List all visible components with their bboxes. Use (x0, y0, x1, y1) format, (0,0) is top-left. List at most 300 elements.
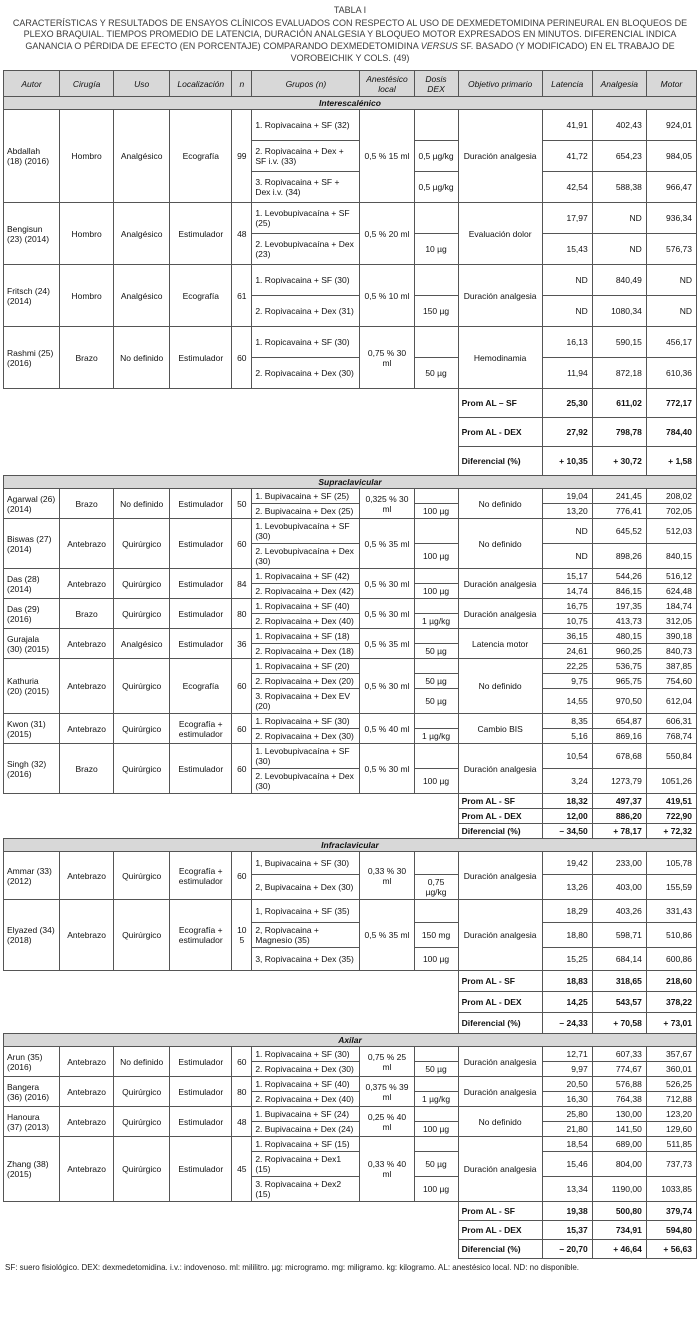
summary-label: Prom AL - SF (458, 1202, 542, 1221)
section-title: Interescalénico (4, 97, 697, 110)
summary-row (4, 1202, 697, 1221)
dose-cell (414, 599, 458, 614)
surgery-cell: Antebrazo (60, 900, 114, 971)
author-cell: Biswas (27) (2014) (4, 519, 60, 569)
dose-cell: 100 µg (414, 1122, 458, 1137)
summary-motor-cell: + 72,32 (646, 824, 696, 839)
objective-cell: Duración analgesia (458, 265, 542, 327)
motor-cell: 924,01 (646, 110, 696, 141)
surgery-cell: Antebrazo (60, 1107, 114, 1137)
n-cell: 80 (232, 1077, 252, 1107)
summary-motor-cell: 218,60 (646, 971, 696, 992)
group-cell: 2. Ropivacaina + Dex (20) (252, 674, 360, 689)
section-header-row (4, 839, 697, 852)
anesthetic-cell: 0,5 % 30 ml (360, 599, 414, 629)
motor-cell: 208,02 (646, 489, 696, 504)
author-cell: Hanoura (37) (2013) (4, 1107, 60, 1137)
author-cell: Rashmi (25) (2016) (4, 327, 60, 389)
anesthetic-cell: 0,5 % 30 ml (360, 744, 414, 794)
col-header-grupos: Grupos (n) (252, 71, 360, 97)
analgesia-cell: 869,16 (592, 729, 646, 744)
motor-cell: 550,84 (646, 744, 696, 769)
analgesia-cell: 1273,79 (592, 769, 646, 794)
use-cell: No definido (114, 327, 170, 389)
motor-cell: 984,05 (646, 141, 696, 172)
dose-cell: 150 mg (414, 923, 458, 948)
analgesia-cell: 678,68 (592, 744, 646, 769)
study-subrow (4, 852, 697, 875)
latency-cell: 18,54 (542, 1137, 592, 1152)
n-cell: 60 (232, 659, 252, 714)
dose-cell: 50 µg (414, 644, 458, 659)
summary-analgesia-cell: 318,65 (592, 971, 646, 992)
dose-cell (414, 744, 458, 769)
anesthetic-cell: 0,5 % 15 ml (360, 110, 414, 203)
latency-cell: 10,54 (542, 744, 592, 769)
caption-post: SF. BASADO (Y MODIFICADO) EN EL TRABAJO DE VOROBEICHIK Y COLS. (49) (290, 41, 675, 63)
summary-latency-cell: 15,37 (542, 1221, 592, 1240)
motor-cell: 456,17 (646, 327, 696, 358)
dose-cell (414, 714, 458, 729)
summary-motor-cell: + 1,58 (646, 447, 696, 476)
use-cell: Quirúrgico (114, 1137, 170, 1202)
motor-cell: 1051,26 (646, 769, 696, 794)
group-cell: 3. Ropivacaina + Dex EV (20) (252, 689, 360, 714)
objective-cell: Duración analgesia (458, 1047, 542, 1077)
summary-analgesia-cell: 497,37 (592, 794, 646, 809)
section-title: Supraclavicular (4, 476, 697, 489)
dose-cell: 50 µg (414, 1062, 458, 1077)
study-subrow (4, 1107, 697, 1122)
summary-analgesia-cell: 543,57 (592, 992, 646, 1013)
localization-cell: Ecografía + estimulador (170, 714, 232, 744)
analgesia-cell: 764,38 (592, 1092, 646, 1107)
group-cell: 2, Bupivacaina + Dex (30) (252, 875, 360, 900)
latency-cell: 14,55 (542, 689, 592, 714)
summary-analgesia-cell: 500,80 (592, 1202, 646, 1221)
surgery-cell: Antebrazo (60, 1137, 114, 1202)
motor-cell: 331,43 (646, 900, 696, 923)
localization-cell: Estimulador (170, 1137, 232, 1202)
dose-cell: 10 µg (414, 234, 458, 265)
objective-cell: No definido (458, 519, 542, 569)
footnote: SF: suero fisiológico. DEX: dexmedetomidina. i.v.: indovenoso. ml: mililitro. µg: microgramo. mg: miligramo. kg: kilogramo. AL: anestésico local. ND: no disponible. (5, 1263, 580, 1273)
localization-cell: Estimulador (170, 519, 232, 569)
dose-cell: 100 µg (414, 544, 458, 569)
study-subrow (4, 327, 697, 358)
motor-cell: 600,86 (646, 948, 696, 971)
group-cell: 2. Ropivacaina + Dex (31) (252, 296, 360, 327)
summary-label: Diferencial (%) (458, 1240, 542, 1259)
caption-versus: VERSUS (420, 41, 458, 52)
latency-cell: 41,72 (542, 141, 592, 172)
summary-motor-cell: 594,80 (646, 1221, 696, 1240)
use-cell: Analgésico (114, 203, 170, 265)
group-cell: 3, Ropivacaina + Dex (35) (252, 948, 360, 971)
latency-cell: 36,15 (542, 629, 592, 644)
author-cell: Abdallah (18) (2016) (4, 110, 60, 203)
summary-spacer (4, 794, 459, 839)
analgesia-cell: 1190,00 (592, 1177, 646, 1202)
analgesia-cell: 970,50 (592, 689, 646, 714)
clinical-trials-table (3, 70, 697, 1259)
use-cell: Analgésico (114, 629, 170, 659)
col-header-localizacion: Localización (170, 71, 232, 97)
group-cell: 1. Ropivacaina + SF (32) (252, 110, 360, 141)
motor-cell: 576,73 (646, 234, 696, 265)
localization-cell: Ecografía (170, 110, 232, 203)
latency-cell: ND (542, 544, 592, 569)
n-cell: 60 (232, 852, 252, 900)
summary-row (4, 794, 697, 809)
author-cell: Das (28) (2014) (4, 569, 60, 599)
latency-cell: 22,25 (542, 659, 592, 674)
analgesia-cell: 141,50 (592, 1122, 646, 1137)
author-cell: Bangera (36) (2016) (4, 1077, 60, 1107)
author-cell: Gurajala (30) (2015) (4, 629, 60, 659)
localization-cell: Ecografía + estimulador (170, 900, 232, 971)
use-cell: Analgésico (114, 110, 170, 203)
localization-cell: Estimulador (170, 1107, 232, 1137)
anesthetic-cell: 0,5 % 30 ml (360, 569, 414, 599)
analgesia-cell: 654,87 (592, 714, 646, 729)
study-subrow (4, 265, 697, 296)
study-subrow (4, 714, 697, 729)
group-cell: 1. Ropivacaina + SF (15) (252, 1137, 360, 1152)
summary-latency-cell: 27,92 (542, 418, 592, 447)
surgery-cell: Antebrazo (60, 569, 114, 599)
use-cell: Analgésico (114, 265, 170, 327)
analgesia-cell: 960,25 (592, 644, 646, 659)
latency-cell: 20,50 (542, 1077, 592, 1092)
study-subrow (4, 569, 697, 584)
use-cell: Quirúrgico (114, 852, 170, 900)
col-header-latencia: Latencia (542, 71, 592, 97)
latency-cell: 16,30 (542, 1092, 592, 1107)
anesthetic-cell: 0,5 % 20 ml (360, 203, 414, 265)
latency-cell: 3,24 (542, 769, 592, 794)
n-cell: 61 (232, 265, 252, 327)
motor-cell: 702,05 (646, 504, 696, 519)
study-subrow (4, 599, 697, 614)
analgesia-cell: 776,41 (592, 504, 646, 519)
latency-cell: 9,97 (542, 1062, 592, 1077)
summary-motor-cell: 722,90 (646, 809, 696, 824)
analgesia-cell: 576,88 (592, 1077, 646, 1092)
dose-cell (414, 1107, 458, 1122)
dose-cell: 50 µg (414, 674, 458, 689)
latency-cell: 19,04 (542, 489, 592, 504)
summary-analgesia-cell: 798,78 (592, 418, 646, 447)
objective-cell: Duración analgesia (458, 110, 542, 203)
use-cell: Quirúrgico (114, 1107, 170, 1137)
motor-cell: 105,78 (646, 852, 696, 875)
n-cell: 50 (232, 489, 252, 519)
summary-spacer (4, 1202, 459, 1259)
motor-cell: 510,86 (646, 923, 696, 948)
col-header-cirugia: Cirugía (60, 71, 114, 97)
section-header-row (4, 97, 697, 110)
localization-cell: Estimulador (170, 203, 232, 265)
group-cell: 1, Bupivacaina + SF (30) (252, 852, 360, 875)
analgesia-cell: 898,26 (592, 544, 646, 569)
group-cell: 3. Ropivacaina + Dex2 (15) (252, 1177, 360, 1202)
dose-cell (414, 110, 458, 141)
study-subrow (4, 744, 697, 769)
anesthetic-cell: 0,75 % 25 ml (360, 1047, 414, 1077)
objective-cell: Duración analgesia (458, 852, 542, 900)
analgesia-cell: 654,23 (592, 141, 646, 172)
group-cell: 2. Levobupivacaína + Dex (30) (252, 769, 360, 794)
study-subrow (4, 110, 697, 141)
dose-cell: 50 µg (414, 358, 458, 389)
group-cell: 1. Levobupivacaína + SF (30) (252, 519, 360, 544)
summary-latency-cell: 25,30 (542, 389, 592, 418)
group-cell: 1. Levobupivacaína + SF (30) (252, 744, 360, 769)
motor-cell: 512,03 (646, 519, 696, 544)
motor-cell: 936,34 (646, 203, 696, 234)
dose-cell (414, 203, 458, 234)
motor-cell: 123,20 (646, 1107, 696, 1122)
motor-cell: ND (646, 265, 696, 296)
author-cell: Arun (35) (2016) (4, 1047, 60, 1077)
author-cell: Zhang (38) (2015) (4, 1137, 60, 1202)
analgesia-cell: 197,35 (592, 599, 646, 614)
group-cell: 1. Ropivacaina + SF (30) (252, 714, 360, 729)
summary-label: Prom AL - SF (458, 971, 542, 992)
header-row (4, 71, 697, 97)
latency-cell: 12,71 (542, 1047, 592, 1062)
motor-cell: 387,85 (646, 659, 696, 674)
group-cell: 2. Bupivacaina + Dex (25) (252, 504, 360, 519)
analgesia-cell: 233,00 (592, 852, 646, 875)
author-cell: Fritsch (24) (2014) (4, 265, 60, 327)
analgesia-cell: 689,00 (592, 1137, 646, 1152)
motor-cell: 129,60 (646, 1122, 696, 1137)
anesthetic-cell: 0,325 % 30 ml (360, 489, 414, 519)
n-cell: 60 (232, 519, 252, 569)
motor-cell: 511,85 (646, 1137, 696, 1152)
latency-cell: 15,25 (542, 948, 592, 971)
group-cell: 2. Bupivacaina + Dex (24) (252, 1122, 360, 1137)
group-cell: 2. Ropivacaina + Dex (30) (252, 358, 360, 389)
summary-label: Diferencial (%) (458, 447, 542, 476)
motor-cell: 754,60 (646, 674, 696, 689)
group-cell: 1. Levobupivacaína + SF (25) (252, 203, 360, 234)
use-cell: Quirúrgico (114, 599, 170, 629)
dose-cell: 1 µg/kg (414, 614, 458, 629)
group-cell: 3. Ropivacaina + SF + Dex i.v. (34) (252, 172, 360, 203)
summary-label: Prom AL - SF (458, 794, 542, 809)
summary-analgesia-cell: + 30,72 (592, 447, 646, 476)
n-cell: 99 (232, 110, 252, 203)
author-cell: Bengisun (23) (2014) (4, 203, 60, 265)
analgesia-cell: ND (592, 203, 646, 234)
analgesia-cell: 480,15 (592, 629, 646, 644)
n-cell: 60 (232, 327, 252, 389)
dose-cell: 150 µg (414, 296, 458, 327)
group-cell: 2, Ropivacaina + Magnesio (35) (252, 923, 360, 948)
group-cell: 1. Ropivacaina + SF (30) (252, 265, 360, 296)
analgesia-cell: 403,00 (592, 875, 646, 900)
summary-label: Prom AL - DEX (458, 418, 542, 447)
col-header-dosis: Dosis DEX (414, 71, 458, 97)
summary-row (4, 971, 697, 992)
analgesia-cell: ND (592, 234, 646, 265)
objective-cell: Duración analgesia (458, 744, 542, 794)
group-cell: 2. Levobupivacaína + Dex (30) (252, 544, 360, 569)
dose-cell: 0,75 µg/kg (414, 875, 458, 900)
analgesia-cell: 598,71 (592, 923, 646, 948)
section-header-row (4, 1034, 697, 1047)
use-cell: Quirúrgico (114, 900, 170, 971)
analgesia-cell: 130,00 (592, 1107, 646, 1122)
surgery-cell: Brazo (60, 327, 114, 389)
latency-cell: 13,26 (542, 875, 592, 900)
localization-cell: Estimulador (170, 327, 232, 389)
use-cell: Quirúrgico (114, 1077, 170, 1107)
group-cell: 2. Ropivacaina + Dex (30) (252, 729, 360, 744)
motor-cell: ND (646, 296, 696, 327)
surgery-cell: Antebrazo (60, 659, 114, 714)
study-subrow (4, 1137, 697, 1152)
group-cell: 1. Ropivacaina + SF (20) (252, 659, 360, 674)
analgesia-cell: 872,18 (592, 358, 646, 389)
latency-cell: 16,75 (542, 599, 592, 614)
col-header-objetivo: Objetivo primario (458, 71, 542, 97)
section-header-row (4, 476, 697, 489)
analgesia-cell: 607,33 (592, 1047, 646, 1062)
anesthetic-cell: 0,5 % 30 ml (360, 659, 414, 714)
motor-cell: 312,05 (646, 614, 696, 629)
dose-cell: 100 µg (414, 1177, 458, 1202)
group-cell: 1. Bupivacaina + SF (24) (252, 1107, 360, 1122)
motor-cell: 357,67 (646, 1047, 696, 1062)
latency-cell: 19,42 (542, 852, 592, 875)
analgesia-cell: 645,52 (592, 519, 646, 544)
n-cell: 105 (232, 900, 252, 971)
analgesia-cell: 413,73 (592, 614, 646, 629)
latency-cell: 13,34 (542, 1177, 592, 1202)
latency-cell: 15,43 (542, 234, 592, 265)
use-cell: Quirúrgico (114, 659, 170, 714)
analgesia-cell: 241,45 (592, 489, 646, 504)
group-cell: 1. Ropivacaina + SF (42) (252, 569, 360, 584)
localization-cell: Estimulador (170, 744, 232, 794)
surgery-cell: Brazo (60, 599, 114, 629)
anesthetic-cell: 0,5 % 40 ml (360, 714, 414, 744)
table-head (4, 71, 697, 97)
dose-cell (414, 852, 458, 875)
latency-cell: 16,13 (542, 327, 592, 358)
anesthetic-cell: 0,33 % 40 ml (360, 1137, 414, 1202)
surgery-cell: Brazo (60, 489, 114, 519)
motor-cell: 612,04 (646, 689, 696, 714)
group-cell: 1. Ropivacaina + SF (40) (252, 1077, 360, 1092)
n-cell: 84 (232, 569, 252, 599)
summary-label: Prom AL - DEX (458, 992, 542, 1013)
analgesia-cell: 965,75 (592, 674, 646, 689)
n-cell: 48 (232, 1107, 252, 1137)
group-cell: 2. Ropivacaina + Dex (18) (252, 644, 360, 659)
study-subrow (4, 659, 697, 674)
caption-pre: CARACTERÍSTICAS Y RESULTADOS DE ENSAYOS CLÍNICOS EVALUADOS CON RESPECTO AL USO DE DEXMEDETOMIDINA PERINEURAL EN BLOQUEOS DE PLEXO BRAQUIAL. TIEMPOS PROMEDIO DE LATENCIA, DURACIÓN ANALGESIA Y BLOQUEO MOTOR EXPRESADOS EN MINUTOS. DIFERENCIAL INDICA GANANCIA O PÉRDIDA DE EFECTO (EN PORCENTAJE) COMPARANDO DEXMEDETOMIDINA (12, 17, 688, 52)
study-subrow (4, 1047, 697, 1062)
group-cell: 1. Ropicavaina + SF (30) (252, 327, 360, 358)
motor-cell: 184,74 (646, 599, 696, 614)
dose-cell: 1 µg/kg (414, 1092, 458, 1107)
latency-cell: 18,80 (542, 923, 592, 948)
dose-cell (414, 569, 458, 584)
group-cell: 1. Ropivacaina + SF (30) (252, 1047, 360, 1062)
n-cell: 48 (232, 203, 252, 265)
group-cell: 2. Ropivacaina + Dex (40) (252, 614, 360, 629)
summary-motor-cell: + 56,63 (646, 1240, 696, 1259)
latency-cell: 17,97 (542, 203, 592, 234)
objective-cell: Latencia motor (458, 629, 542, 659)
surgery-cell: Antebrazo (60, 1077, 114, 1107)
surgery-cell: Hombro (60, 265, 114, 327)
use-cell: Quirúrgico (114, 569, 170, 599)
surgery-cell: Hombro (60, 203, 114, 265)
table-title-block (11, 5, 689, 64)
author-cell: Das (29) (2016) (4, 599, 60, 629)
motor-cell: 360,01 (646, 1062, 696, 1077)
objective-cell: Evaluación dolor (458, 203, 542, 265)
surgery-cell: Antebrazo (60, 852, 114, 900)
summary-motor-cell: 784,40 (646, 418, 696, 447)
summary-label: Prom AL – SF (458, 389, 542, 418)
surgery-cell: Antebrazo (60, 1047, 114, 1077)
localization-cell: Estimulador (170, 599, 232, 629)
group-cell: 2. Ropivacaina + Dex (40) (252, 1092, 360, 1107)
use-cell: Quirúrgico (114, 519, 170, 569)
summary-motor-cell: 419,51 (646, 794, 696, 809)
dose-cell (414, 659, 458, 674)
analgesia-cell: 804,00 (592, 1152, 646, 1177)
localization-cell: Estimulador (170, 569, 232, 599)
summary-analgesia-cell: + 70,58 (592, 1013, 646, 1034)
surgery-cell: Antebrazo (60, 519, 114, 569)
col-header-autor: Autor (4, 71, 60, 97)
section-title: Axilar (4, 1034, 697, 1047)
anesthetic-cell: 0,75 % 30 ml (360, 327, 414, 389)
motor-cell: 155,59 (646, 875, 696, 900)
analgesia-cell: 774,67 (592, 1062, 646, 1077)
summary-analgesia-cell: + 46,64 (592, 1240, 646, 1259)
latency-cell: 41,91 (542, 110, 592, 141)
summary-latency-cell: – 34,50 (542, 824, 592, 839)
analgesia-cell: 588,38 (592, 172, 646, 203)
motor-cell: 966,47 (646, 172, 696, 203)
latency-cell: ND (542, 265, 592, 296)
author-cell: Agarwal (26) (2014) (4, 489, 60, 519)
summary-latency-cell: 14,25 (542, 992, 592, 1013)
group-cell: 2. Ropivacaina + Dex (30) (252, 1062, 360, 1077)
dose-cell (414, 1077, 458, 1092)
anesthetic-cell: 0,375 % 39 ml (360, 1077, 414, 1107)
group-cell: 2. Ropivacaina + Dex + SF i.v. (33) (252, 141, 360, 172)
motor-cell: 526,25 (646, 1077, 696, 1092)
summary-label: Prom AL - DEX (458, 809, 542, 824)
motor-cell: 768,74 (646, 729, 696, 744)
latency-cell: 13,20 (542, 504, 592, 519)
dose-cell: 100 µg (414, 584, 458, 599)
group-cell: 1. Ropivacaina + SF (18) (252, 629, 360, 644)
dose-cell: 100 µg (414, 504, 458, 519)
use-cell: No definido (114, 1047, 170, 1077)
motor-cell: 624,48 (646, 584, 696, 599)
